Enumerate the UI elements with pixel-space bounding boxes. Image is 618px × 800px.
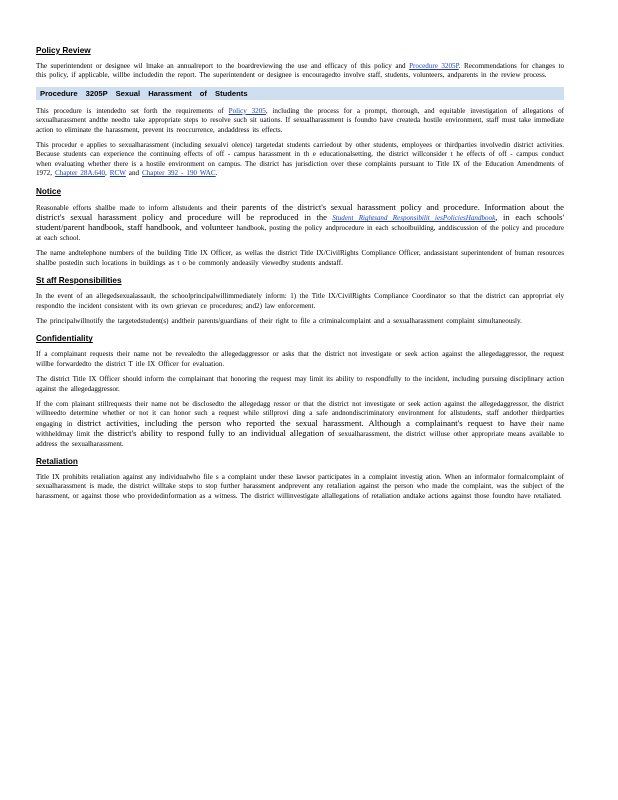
confidentiality-text-2: their name withheldmay limit t [36, 419, 564, 439]
rcw-link[interactable]: RCW [109, 169, 126, 178]
retaliation-heading: Retaliation [36, 456, 78, 466]
comma-text: , [105, 169, 107, 178]
staff-paragraph-2: The principalwillnotify the targetedstudent(s) andtheir parents/guardians of their right to file a criminalcomplaint and a sexualharassment complaint simultaneously. [36, 316, 522, 325]
confidentiality-text-large-2: he district's ability to respond fully to an individual allegation of [95, 428, 335, 439]
procedure-text-cont: , including the process for a prompt, thorough, and equitable investigation of allegations of sexualharassment andthe needto take appropriate steps to resolve such sit uations. If sexualharassment is foundto have createda hostile environment, staff must take immediate action to eliminate the harassment, prevent its reoccurrence, andaddress its effects. [36, 106, 564, 134]
notice-paragraph-1 [36, 203, 564, 244]
procedure-text: This procedure is intendedto set forth the requirements of [36, 106, 224, 115]
procedure-section [36, 107, 564, 179]
confidentiality-text-3: sexualharassment, the district willuse other appropriate means available to address the sexualharassment. [36, 430, 564, 448]
confidentiality-section [36, 334, 564, 449]
document-page [36, 46, 564, 507]
confidentiality-text: If the com plainant stillrequests their name not be disclosedto the allegedagg ressor or that the district not investigate or seek action against the allegedaggressor, the district willneedto determine whether or not it can honor such a request while stillprovi ding a safe andnondiscriminatory environment for allstudents, staff andother thirdparties engaging in [36, 399, 564, 428]
notice-text-large: their parents of the district's sexual harassment policy and procedure. Information about the district's sexual harassment policy and procedure will be reproduced in the [36, 201, 564, 223]
student-handbook-link[interactable]: Student Rightsand Responsibilit iesPoliciesHandbook [332, 214, 496, 223]
policy-review-section [36, 46, 564, 81]
procedure-3205p-link[interactable]: Procedure 3205P [409, 62, 459, 70]
policy-review-text-cont: . Recommendations for changes to this policy, if applicable, willbe includedin the report. The superintendent or designee is encouragedto involve staff, students, volunteers, andparents in the review process. [36, 62, 564, 80]
notice-text-end: handbook, posting the policy andprocedure in each schoolbuilding, anddiscussion of the policy and procedure at each school. [36, 224, 565, 242]
procedure-paragraph-2 [36, 141, 564, 179]
retaliation-paragraph: Title IX prohibits retaliation against any individualwho file s a complaint under these lawsor participates in a complaint investig ation. When an informalor formalcomplaint of sexualharassment is made, the district willtake steps to stop further harassment andprevent any retaliation against the person who made the complaint, was the subject of the harassment, or against those who providedinformation as a witness. The district willinvestigate allallegations of retaliation andtake actions against those foundto have retaliated. [36, 472, 564, 500]
notice-text: Reasonable efforts shallbe made to inform allstudents and [36, 203, 217, 212]
confidentiality-paragraph-1: If a complainant requests their name not be revealedto the allegedaggressor or asks that the district not investigate or seek action against the allegedaggressor, the request willbe forwardedto the district T itle IX Officer for evaluation. [36, 350, 564, 368]
chapter-28a640-link[interactable]: Chapter 28A.640 [54, 169, 106, 178]
notice-text-large-2: , in each schools' student/parent handbook, staff handbook, and volunteer [36, 212, 564, 233]
notice-section [36, 187, 564, 268]
procedure-scope-text: This procedur e applies to sexualharassment (including sexualvi olence) targetedat students carriedout by other students, employees or thirdparties involvedin district activities. Because students can experience the continuing effects of off - campus harassment in th e educationalsetting, the district willconsider t he effects of off - campus conduct when evaluating whether there is a hostile environment on campus. The district has jurisdiction over these complaints pursuant to Title IX of the Education Amendments of 1972, [36, 141, 564, 178]
period-text: . [215, 169, 218, 178]
policy-3205-link[interactable]: Policy 3205 [228, 106, 266, 115]
procedure-title-bar: Procedure 3205P Sexual Harassment of Students [36, 87, 564, 100]
notice-heading: Notice [36, 186, 62, 196]
chapter-392-190-wac-link[interactable]: Chapter 392 - 190 WAC [142, 169, 216, 178]
retaliation-section [36, 457, 564, 501]
notice-paragraph-2: The name andtelephone numbers of the building Title IX Officer, as wellas the district Title IX/CivilRights Compliance Officer, andassistant superintendent of human resources shallbe postedin such locations in buildings as t o be commonly andeasily viewedby students andstaff. [36, 249, 564, 267]
policy-review-heading: Policy Review [36, 46, 91, 55]
and-text: and [128, 169, 140, 178]
staff-responsibilities-heading: St aff Responsibilities [36, 276, 122, 286]
confidentiality-heading: Confidentiality [36, 334, 93, 344]
confidentiality-paragraph-3 [36, 400, 564, 449]
procedure-paragraph-1 [36, 107, 564, 135]
policy-review-paragraph [36, 62, 564, 81]
confidentiality-paragraph-2: The district Title IX Officer should inform the complainant that honoring the request may limit its ability to respondfully to the incident, including pursuing disciplinary action against the allegedaggressor. [36, 375, 564, 393]
confidentiality-text-large: district activities, including the person who reported the sexual harassment. Although a complainant's request to have [77, 417, 526, 428]
staff-paragraph-1: In the event of an allegedsexualassault, the schoolprincipalwillimmediately inform: 1) the Title IX/CivilRights Compliance Coordinator so that the district can appropriat ely respondto the incident consistent with its own grievan ce procedures; and2) law enforcement. [36, 292, 564, 310]
policy-review-text: The superintendent or designee wil lmake an annualreport to the boardreviewing the use and efficacy of this policy and [36, 62, 406, 70]
staff-responsibilities-section [36, 276, 564, 326]
